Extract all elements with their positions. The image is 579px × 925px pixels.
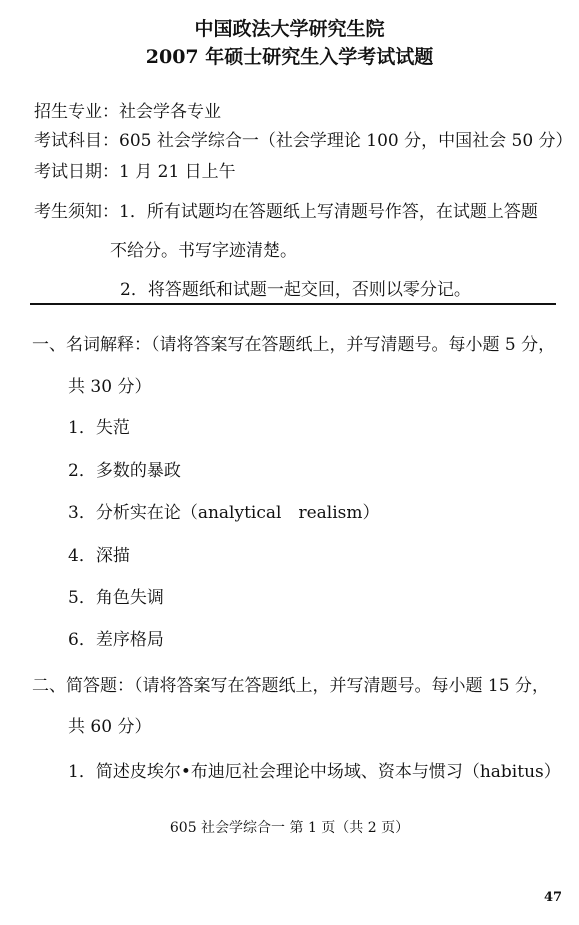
school-title: 中国政法大学研究生院 <box>194 18 385 40</box>
page-number: 47 <box>544 890 563 905</box>
section1-heading-line1: 一、名词解释：（请将答案写在答题纸上，并写清题号。每小题 5 分， <box>32 335 556 355</box>
section1-item-4: 4．深描 <box>68 546 130 566</box>
notice-line-2: 不给分。书写字迹清楚。 <box>110 241 297 261</box>
notice-line-3: 2．将答题纸和试题一起交回，否则以零分记。 <box>120 280 471 300</box>
section1-item-5: 5．角色失调 <box>68 588 164 608</box>
section2-item-1: 1．简述皮埃尔•布迪厄社会理论中场域、资本与惯习（habitus） <box>68 762 561 782</box>
section1-item-2: 2．多数的暴政 <box>68 461 181 481</box>
date-line: 考试日期：1 月 21 日上午 <box>34 162 236 182</box>
notice-line-1: 考生须知：1．所有试题均在答题纸上写清题号作答，在试题上答题 <box>34 202 538 222</box>
section1-heading-line2: 共 30 分） <box>68 377 152 397</box>
section1-item-3: 3．分析实在论（analytical realism） <box>68 503 380 523</box>
subject-line: 考试科目：605 社会学综合一（社会学理论 100 分，中国社会 50 分） <box>34 131 573 151</box>
section2-heading-line2: 共 60 分） <box>68 717 152 737</box>
exam-title: 2007 年硕士研究生入学考试试题 <box>145 46 434 68</box>
section1-item-1: 1．失范 <box>68 418 130 438</box>
section2-heading-line1: 二、简答题：（请将答案写在答题纸上，并写清题号。每小题 15 分， <box>32 676 549 696</box>
page-footer: 605 社会学综合一 第 1 页（共 2 页） <box>169 820 410 836</box>
section1-item-6: 6．差序格局 <box>68 630 164 650</box>
major-line: 招生专业：社会学各专业 <box>34 102 221 122</box>
separator-rule <box>30 303 556 305</box>
